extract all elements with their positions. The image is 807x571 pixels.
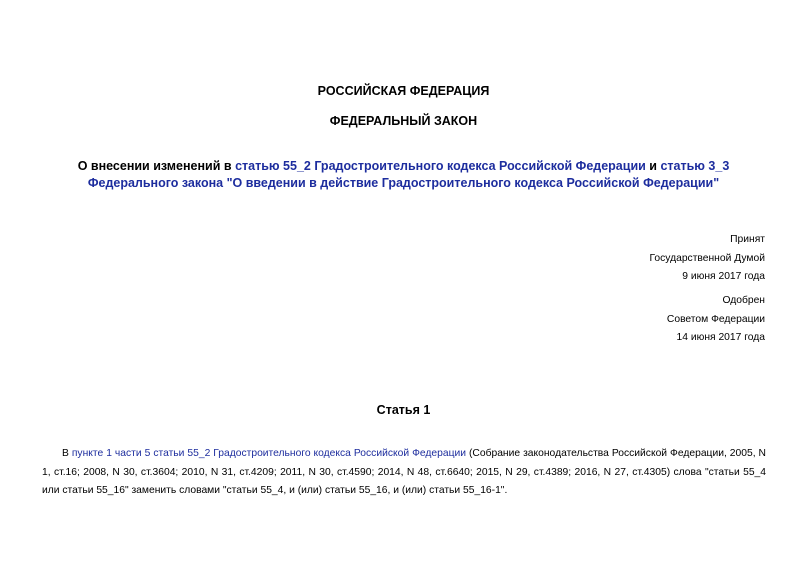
country-heading: РОССИЙСКАЯ ФЕДЕРАЦИЯ	[317, 84, 490, 98]
law-title-middle: и	[645, 159, 661, 173]
adopted-date: 9 июня 2017 года	[682, 271, 765, 282]
approved-block	[667, 292, 765, 348]
article-text-prefix: В	[62, 448, 72, 459]
article-text-rest: (Собрание законодательства Российской Федерации, 2005, N 1, ст.16; 2008, N 30, ст.3604; 2010, N 31, ст.4209; 2011, N 30, ст.4590; 2014, N 48, ст.6640; 2015, N 29, ст.4389; 2016, N 27, ст.4305) слова "статьи 55_4 или статьи 55_16" заменить словами "статьи 55_4, и (или) статьи 55_16, и (или) статьи 55_16-1".	[42, 448, 766, 496]
law-type-heading: ФЕДЕРАЛЬНЫЙ ЗАКОН	[329, 114, 478, 128]
approved-label: Одобрен	[722, 295, 765, 306]
adopted-label: Принят	[730, 234, 765, 245]
law-title-prefix: О внесении изменений в	[77, 159, 236, 173]
adopted-by: Государственной Думой	[649, 252, 765, 264]
link-federal-law[interactable]: Федерального закона "О введении в действие Градостроительного кодекса Российской Федерации"	[87, 176, 720, 190]
law-title-line-1	[40, 158, 767, 175]
law-title	[40, 158, 767, 192]
article-paragraph	[42, 445, 766, 501]
article-heading: Статья 1	[376, 403, 431, 417]
link-article-55-2[interactable]: статью 55_2 Градостроительного кодекса Российской Федерации	[235, 159, 646, 173]
adopted-block	[650, 231, 765, 287]
link-article-3-3[interactable]: статью 3_3	[660, 159, 730, 173]
approved-by: Советом Федерации	[666, 313, 765, 325]
approved-date: 14 июня 2017 года	[676, 332, 765, 343]
link-point-1-part-5[interactable]: пункте 1 части 5 статьи 55_2 Градостроительного кодекса Российской Федерации	[71, 448, 466, 459]
